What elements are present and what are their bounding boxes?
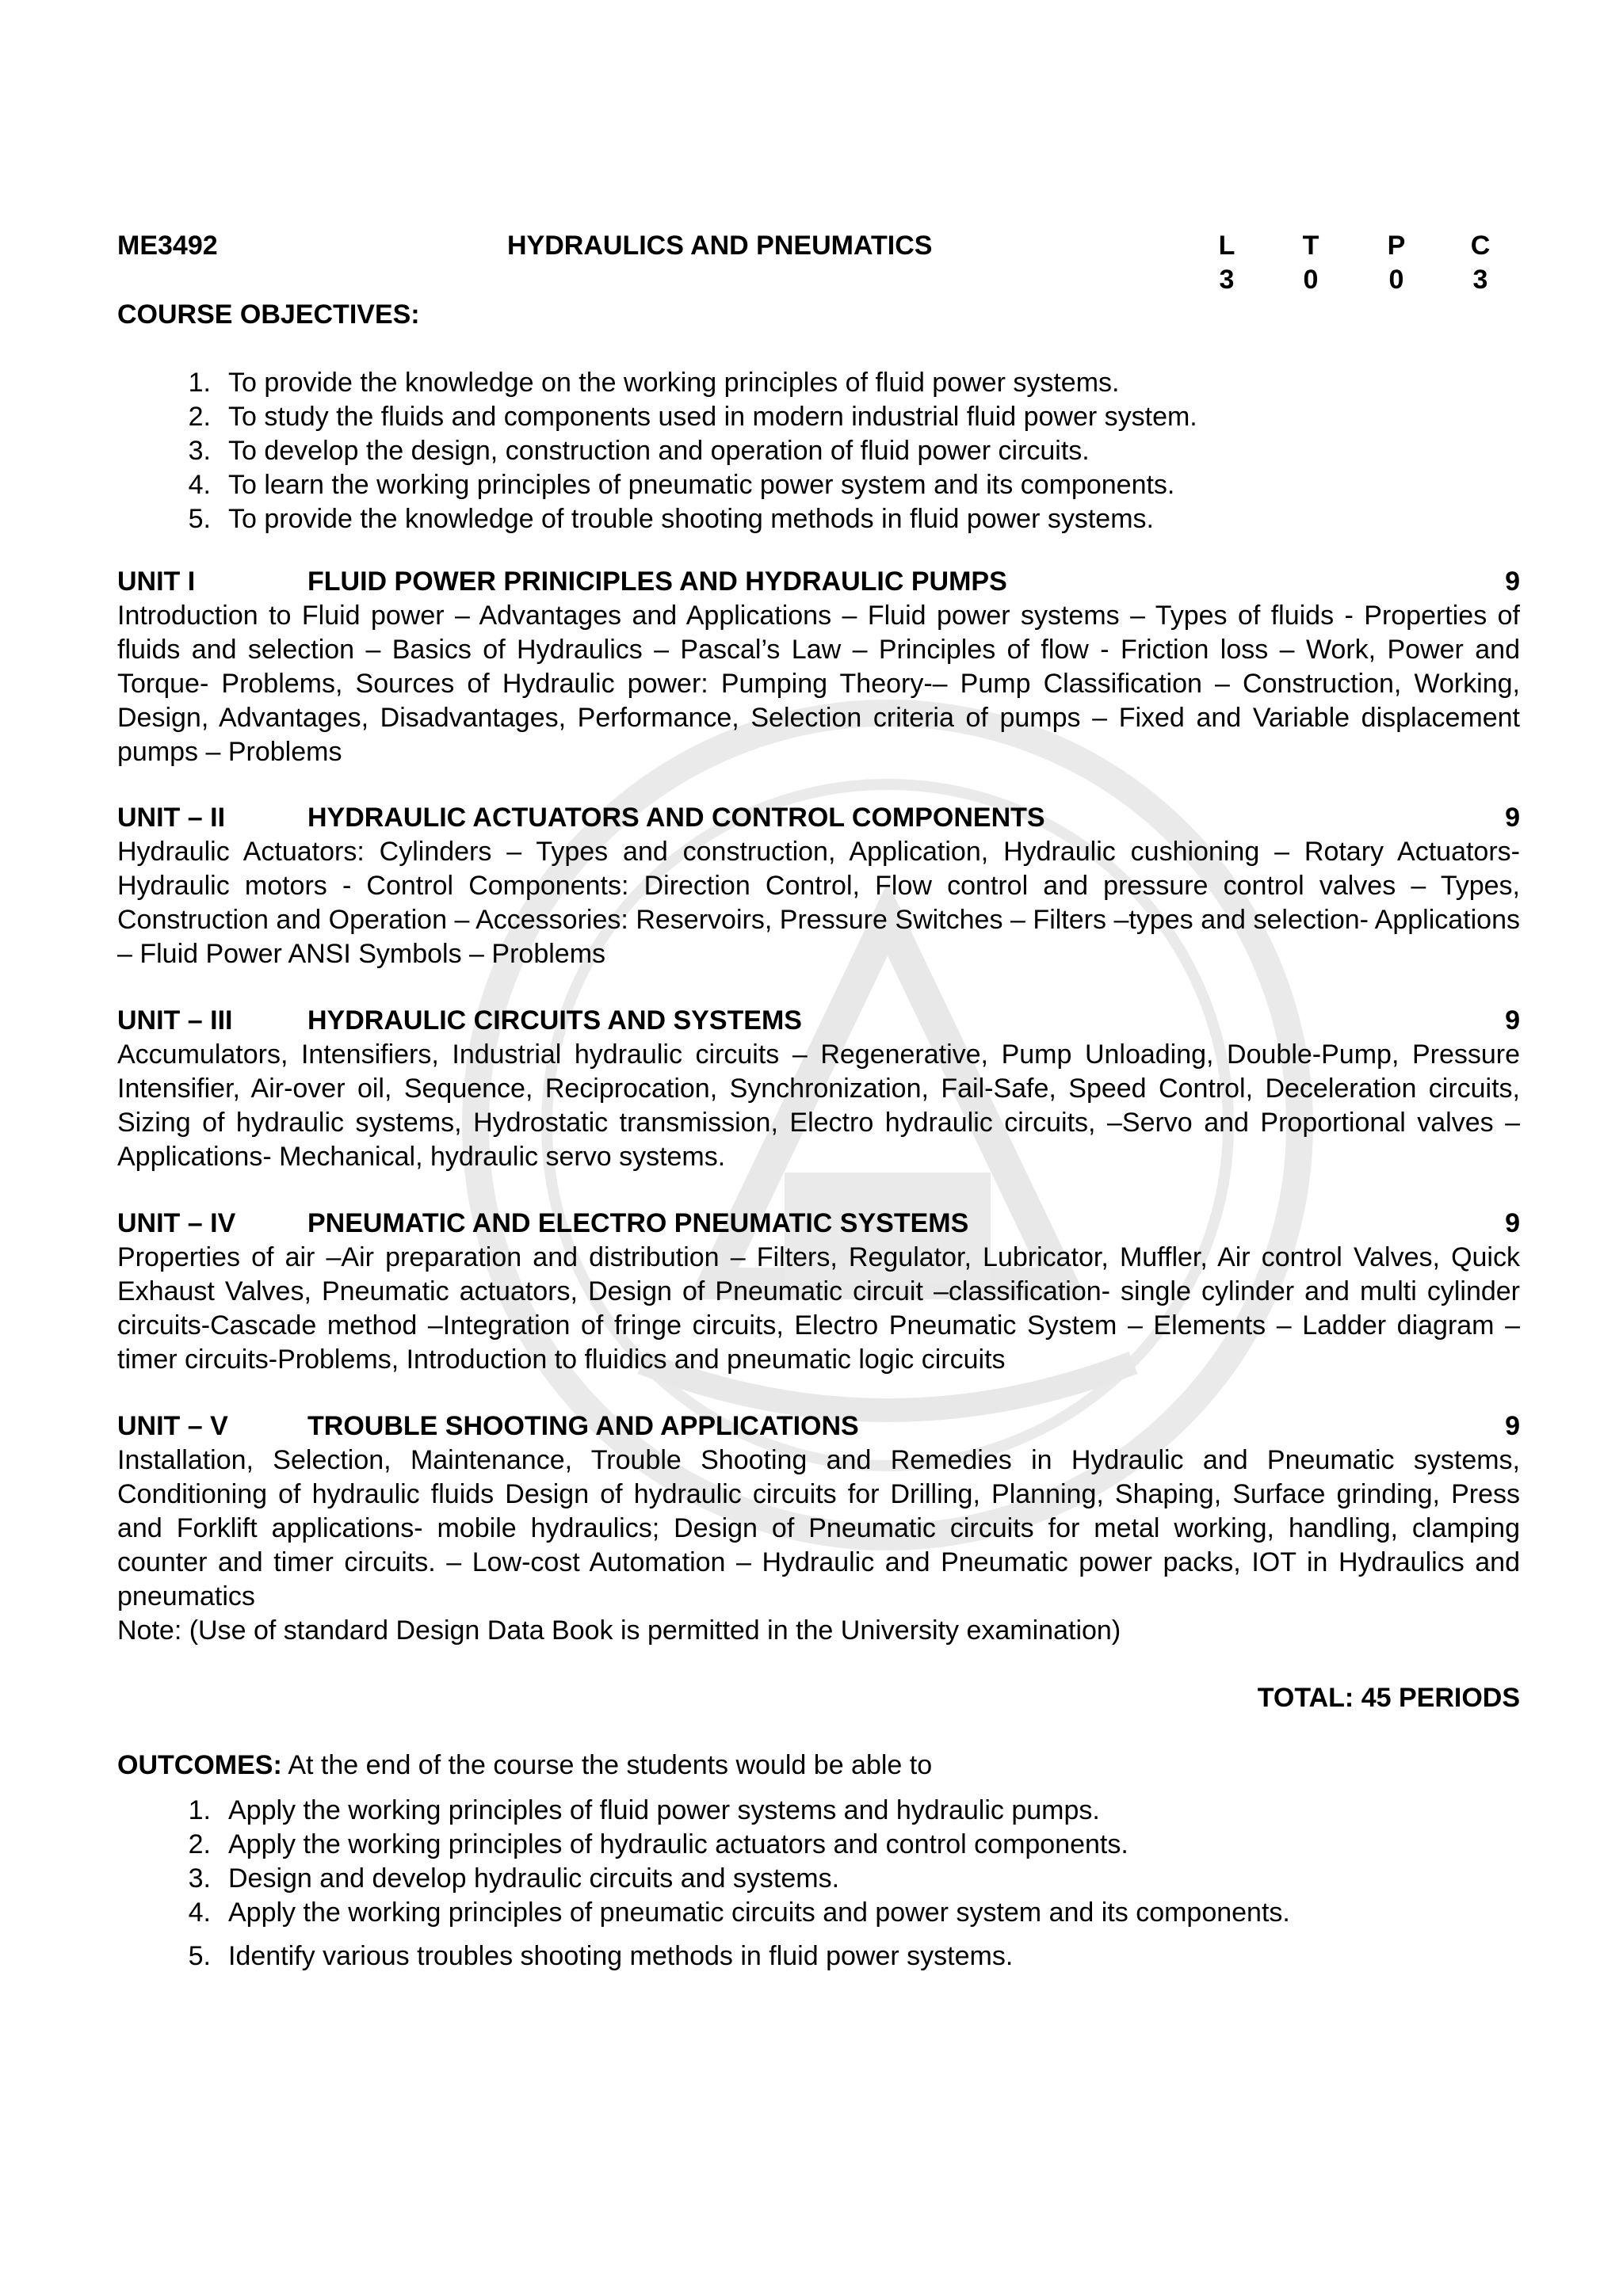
ltpc-header-p: P bbox=[1387, 231, 1406, 261]
unit-content: Introduction to Fluid power – Advantages and Applications – Fluid power systems – Types of fluids - Properties of fluids and selection – Basics of Hydraulics – Pascal’s Law – Principles of flow - Friction loss – Work, Power and Torque- Problems, Sources of Hydraulic power: Pumping Theory-– Pump Classification – Construction, Working, Design, Advantages, Disadvantages, Performance, Selection criteria of pumps – Fixed and Variable displacement pumps – Problems bbox=[117, 601, 1520, 767]
item-number: 1. bbox=[188, 1795, 211, 1825]
item-text: To develop the design, construction and operation of fluid power circuits. bbox=[228, 436, 1090, 466]
list-item bbox=[117, 1939, 1520, 1974]
unit-hours: 9 bbox=[1505, 1208, 1520, 1238]
unit-label: UNIT – V bbox=[117, 1411, 228, 1441]
unit-label: UNIT I bbox=[117, 566, 196, 597]
item-text: Design and develop hydraulic circuits and systems. bbox=[228, 1863, 840, 1894]
unit-1-section bbox=[117, 565, 1520, 769]
unit-heading bbox=[117, 1004, 1520, 1038]
ltpc-value-t: 0 bbox=[1303, 265, 1319, 295]
outcomes-heading-line bbox=[117, 1749, 932, 1783]
unit-5-section bbox=[117, 1409, 1520, 1648]
course-code: ME3492 bbox=[117, 231, 218, 261]
item-number: 3. bbox=[188, 1863, 211, 1894]
objectives-heading: COURSE OBJECTIVES: bbox=[117, 299, 420, 330]
unit-note: Note: (Use of standard Design Data Book is permitted in the University examination) bbox=[117, 1615, 1121, 1646]
unit-hours: 9 bbox=[1505, 566, 1520, 597]
list-item bbox=[117, 366, 1520, 400]
unit-heading bbox=[117, 565, 1520, 599]
outcomes-intro: At the end of the course the students would be able to bbox=[281, 1750, 933, 1780]
unit-heading bbox=[117, 801, 1520, 835]
unit-title: PNEUMATIC AND ELECTRO PNEUMATIC SYSTEMS bbox=[307, 1208, 969, 1238]
unit-heading bbox=[117, 1207, 1520, 1241]
list-item bbox=[117, 1828, 1520, 1862]
item-number: 3. bbox=[188, 436, 211, 466]
item-number: 2. bbox=[188, 1829, 211, 1859]
course-title: HYDRAULICS AND PNEUMATICS bbox=[507, 231, 933, 261]
ltpc-header-l: L bbox=[1218, 231, 1235, 261]
unit-title: HYDRAULIC ACTUATORS AND CONTROL COMPONENTS bbox=[307, 803, 1045, 833]
unit-2-section bbox=[117, 801, 1520, 971]
unit-content: Installation, Selection, Maintenance, Trouble Shooting and Remedies in Hydraulic and Pneumatic systems, Conditioning of hydraulic fluids Design of hydraulic circuits for Drilling, Planning, Shaping, Surface grinding, Press and Forklift applications- mobile hydraulics; Design of Pneumatic circuits for metal working, handling, clamping counter and timer circuits. – Low-cost Automation – Hydraulic and Pneumatic power packs, IOT in Hydraulics and pneumatics bbox=[117, 1445, 1520, 1611]
unit-heading bbox=[117, 1409, 1520, 1444]
item-text: To provide the knowledge of trouble shooting methods in fluid power systems. bbox=[228, 504, 1154, 534]
list-item bbox=[117, 1794, 1520, 1828]
list-item bbox=[117, 1862, 1520, 1896]
item-text: To provide the knowledge on the working principles of fluid power systems. bbox=[228, 368, 1120, 398]
unit-label: UNIT – IV bbox=[117, 1208, 236, 1238]
unit-title: FLUID POWER PRINICIPLES AND HYDRAULIC PUMPS bbox=[307, 566, 1007, 597]
item-number: 2. bbox=[188, 402, 211, 432]
item-text: Apply the working principles of pneumatic circuits and power system and its components. bbox=[228, 1897, 1290, 1928]
ltpc-value-l: 3 bbox=[1219, 265, 1235, 295]
unit-content: Accumulators, Intensifiers, Industrial hydraulic circuits – Regenerative, Pump Unloading, Double-Pump, Pressure Intensifier, Air-over oil, Sequence, Reciprocation, Synchronization, Fail-Safe, Speed Control, Deceleration circuits, Sizing of hydraulic systems, Hydrostatic transmission, Electro hydraulic circuits, –Servo and Proportional valves – Applications- Mechanical, hydraulic servo systems. bbox=[117, 1039, 1520, 1172]
objectives-list bbox=[117, 366, 1520, 536]
item-number: 5. bbox=[188, 504, 211, 534]
ltpc-header-t: T bbox=[1302, 231, 1319, 261]
item-text: Apply the working principles of hydraulic actuators and control components. bbox=[228, 1829, 1128, 1859]
unit-hours: 9 bbox=[1505, 1005, 1520, 1035]
unit-content: Hydraulic Actuators: Cylinders – Types and construction, Application, Hydraulic cushioning – Rotary Actuators-Hydraulic motors - Control Components: Direction Control, Flow control and pressure control valves – Types, Construction and Operation – Accessories: Reservoirs, Pressure Switches – Filters –types and selection- Applications – Fluid Power ANSI Symbols – Problems bbox=[117, 837, 1520, 969]
item-number: 4. bbox=[188, 1897, 211, 1928]
unit-hours: 9 bbox=[1505, 1411, 1520, 1441]
list-item bbox=[117, 434, 1520, 468]
outcomes-heading: OUTCOMES: bbox=[117, 1750, 282, 1780]
total-periods: TOTAL: 45 PERIODS bbox=[1257, 1683, 1520, 1713]
unit-hours: 9 bbox=[1505, 803, 1520, 833]
unit-4-section bbox=[117, 1207, 1520, 1377]
item-text: To study the fluids and components used in modern industrial fluid power system. bbox=[228, 402, 1197, 432]
ltpc-value-c: 3 bbox=[1472, 265, 1488, 295]
item-text: Identify various troubles shooting methods in fluid power systems. bbox=[228, 1941, 1014, 1971]
unit-title: TROUBLE SHOOTING AND APPLICATIONS bbox=[307, 1411, 859, 1441]
list-item bbox=[117, 468, 1520, 502]
outcomes-list bbox=[117, 1794, 1520, 1974]
unit-label: UNIT – III bbox=[117, 1005, 233, 1035]
unit-3-section bbox=[117, 1004, 1520, 1174]
list-item bbox=[117, 1896, 1520, 1930]
item-text: To learn the working principles of pneumatic power system and its components. bbox=[228, 470, 1175, 500]
ltpc-value-p: 0 bbox=[1388, 265, 1404, 295]
item-number: 5. bbox=[188, 1941, 211, 1971]
item-number: 4. bbox=[188, 470, 211, 500]
item-text: Apply the working principles of fluid power systems and hydraulic pumps. bbox=[228, 1795, 1100, 1825]
item-number: 1. bbox=[188, 368, 211, 398]
list-item bbox=[117, 502, 1520, 536]
unit-content: Properties of air –Air preparation and distribution – Filters, Regulator, Lubricator, Muffler, Air control Valves, Quick Exhaust Valves, Pneumatic actuators, Design of Pneumatic circuit –classification- single cylinder and multi cylinder circuits-Cascade method –Integration of fringe circuits, Electro Pneumatic System – Elements – Ladder diagram – timer circuits-Problems, Introduction to fluidics and pneumatic logic circuits bbox=[117, 1242, 1520, 1375]
list-item bbox=[117, 400, 1520, 434]
unit-label: UNIT – II bbox=[117, 803, 226, 833]
unit-title: HYDRAULIC CIRCUITS AND SYSTEMS bbox=[307, 1005, 802, 1035]
ltpc-header-c: C bbox=[1470, 231, 1491, 261]
